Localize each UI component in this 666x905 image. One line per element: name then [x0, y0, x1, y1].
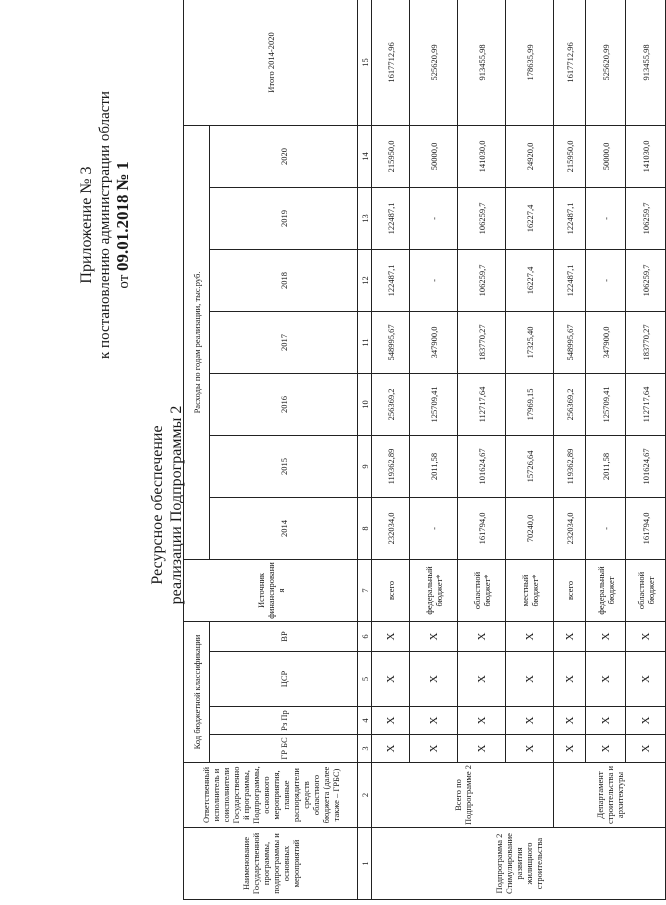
title-line-1: Ресурсное обеспечение	[149, 425, 166, 585]
mark-grbs: Х	[554, 735, 586, 763]
mark-vr: Х	[410, 621, 458, 651]
decree-date	[114, 45, 133, 405]
value-cell: 15726,64	[506, 435, 554, 497]
mark-vr: Х	[626, 621, 666, 651]
value-cell: 122487,1	[554, 187, 586, 249]
value-cell: 106259,7	[626, 187, 666, 249]
mark-csr: Х	[458, 652, 506, 707]
mark-grbs: Х	[626, 735, 666, 763]
mark-grbs: Х	[458, 735, 506, 763]
total-cell: 913455,98	[458, 0, 506, 125]
date-prefix: от	[116, 274, 132, 289]
mark-vr: Х	[506, 621, 554, 651]
value-cell: 2011,58	[586, 435, 626, 497]
col-number: 5	[358, 652, 372, 707]
value-cell: 17969,15	[506, 373, 554, 435]
value-cell: 101624,67	[626, 435, 666, 497]
col-header-source: Источник финансирования	[184, 559, 358, 621]
col-header-responsible: Ответственный исполнитель и соисполнители Государственной программы, Подпрограммы, основного мероприятия, главные распорядители средств областного бюджета (далее также – ГРБС)	[184, 763, 358, 828]
value-cell: 183770,27	[458, 311, 506, 373]
resource-table	[183, 0, 666, 900]
col-number: 3	[358, 735, 372, 763]
col-header-total: Итого 2014-2020	[184, 0, 358, 125]
value-cell: 141030,0	[626, 125, 666, 187]
value-cell: 161794,0	[458, 497, 506, 559]
col-header-year: 2015	[210, 435, 358, 497]
mark-vr: Х	[458, 621, 506, 651]
mark-csr: Х	[372, 652, 410, 707]
value-cell: 232034,0	[554, 497, 586, 559]
col-header-year: 2017	[210, 311, 358, 373]
value-cell: 125709,41	[410, 373, 458, 435]
col-header-year: 2019	[210, 187, 358, 249]
source-cell: всего	[554, 559, 586, 621]
col-number: 7	[358, 559, 372, 621]
col-header-year: 2016	[210, 373, 358, 435]
mark-vr: Х	[586, 621, 626, 651]
mark-rz: Х	[554, 707, 586, 735]
value-cell: 215950,0	[372, 125, 410, 187]
value-cell: 17325,40	[506, 311, 554, 373]
value-cell: 50000,0	[586, 125, 626, 187]
mark-csr: Х	[626, 652, 666, 707]
number-prefix: №	[113, 173, 132, 191]
value-cell: 548995,67	[554, 311, 586, 373]
value-cell: 122487,1	[372, 187, 410, 249]
appendix-label: Приложение № 3	[78, 166, 95, 284]
source-cell: областной бюджет*	[458, 559, 506, 621]
value-cell: 256369,2	[372, 373, 410, 435]
col-number: 15	[358, 0, 372, 125]
value-cell: 106259,7	[626, 249, 666, 311]
col-number: 4	[358, 707, 372, 735]
value-cell: 548995,67	[372, 311, 410, 373]
value-cell: 122487,1	[554, 249, 586, 311]
value-cell: 70240,0	[506, 497, 554, 559]
mark-rz: Х	[458, 707, 506, 735]
value-cell: 112717,64	[626, 373, 666, 435]
col-number: 8	[358, 497, 372, 559]
value-cell: 101624,67	[458, 435, 506, 497]
col-number: 13	[358, 187, 372, 249]
col-header-name: Наименование Государственной программы, подпрограммы и основных мероприятий	[184, 828, 358, 900]
value-cell: -	[586, 497, 626, 559]
source-cell: всего	[372, 559, 410, 621]
page-title	[148, 255, 186, 755]
value-cell: -	[410, 249, 458, 311]
value-cell: 24920,0	[506, 125, 554, 187]
total-cell: 1617712,96	[554, 0, 586, 125]
number-value: 1	[113, 161, 132, 170]
value-cell: 161794,0	[626, 497, 666, 559]
total-cell: 913455,98	[626, 0, 666, 125]
decree-label: к постановлению администрации области	[97, 91, 113, 359]
col-header-expenses: Расходы по годам реализации, тыс.руб.	[184, 125, 210, 559]
mark-rz: Х	[626, 707, 666, 735]
responsible-department: Департамент строительства и архитектуры	[554, 763, 666, 828]
col-number: 1	[358, 828, 372, 900]
col-number: 12	[358, 249, 372, 311]
mark-rz: Х	[586, 707, 626, 735]
mark-rz: Х	[372, 707, 410, 735]
col-number: 11	[358, 311, 372, 373]
value-cell: 232034,0	[372, 497, 410, 559]
value-cell: -	[410, 497, 458, 559]
col-number: 9	[358, 435, 372, 497]
total-cell: 178635,99	[506, 0, 554, 125]
value-cell: 16227,4	[506, 187, 554, 249]
value-cell: 119362,89	[554, 435, 586, 497]
col-header-grbs: ГР БС	[210, 735, 358, 763]
value-cell: 106259,7	[458, 187, 506, 249]
value-cell: 122487,1	[372, 249, 410, 311]
value-cell: 215950,0	[554, 125, 586, 187]
value-cell: 50000,0	[410, 125, 458, 187]
source-cell: федеральный бюджет*	[410, 559, 458, 621]
value-cell: 106259,7	[458, 249, 506, 311]
col-header-budget-code: Код бюджетной классификации	[184, 621, 210, 762]
mark-rz: Х	[410, 707, 458, 735]
mark-grbs: Х	[372, 735, 410, 763]
value-cell: 2011,58	[410, 435, 458, 497]
mark-csr: Х	[506, 652, 554, 707]
title-line-2: реализации Подпрограммы 2	[168, 405, 185, 605]
value-cell: 183770,27	[626, 311, 666, 373]
mark-csr: Х	[586, 652, 626, 707]
col-number: 14	[358, 125, 372, 187]
value-cell: 347900,0	[410, 311, 458, 373]
mark-vr: Х	[554, 621, 586, 651]
col-header-year: 2018	[210, 249, 358, 311]
column-number-row	[358, 0, 372, 900]
table-row	[372, 0, 410, 900]
col-number: 6	[358, 621, 372, 651]
mark-csr: Х	[554, 652, 586, 707]
source-cell: местный бюджет*	[506, 559, 554, 621]
mark-grbs: Х	[586, 735, 626, 763]
value-cell: 112717,64	[458, 373, 506, 435]
col-header-year: 2014	[210, 497, 358, 559]
col-header-rz: Рз Пр	[210, 707, 358, 735]
col-header-csr: ЦСР	[210, 652, 358, 707]
value-cell: 119362,89	[372, 435, 410, 497]
value-cell: -	[586, 249, 626, 311]
total-cell: 1617712,96	[372, 0, 410, 125]
mark-csr: Х	[410, 652, 458, 707]
table-row	[554, 0, 586, 900]
col-number: 10	[358, 373, 372, 435]
mark-grbs: Х	[506, 735, 554, 763]
program-name: Подпрограмма 2 Стимулирование развития жилищного строительства	[372, 828, 666, 900]
mark-grbs: Х	[410, 735, 458, 763]
mark-rz: Х	[506, 707, 554, 735]
value-cell: 141030,0	[458, 125, 506, 187]
total-cell: 525620,99	[410, 0, 458, 125]
value-cell: 347900,0	[586, 311, 626, 373]
mark-vr: Х	[372, 621, 410, 651]
responsible-all: Всего по Подпрограмме 2	[372, 763, 554, 828]
col-header-year: 2020	[210, 125, 358, 187]
source-cell: федеральный бюджет	[586, 559, 626, 621]
source-cell: областной бюджет	[626, 559, 666, 621]
total-cell: 525620,99	[586, 0, 626, 125]
value-cell: 125709,41	[586, 373, 626, 435]
col-header-vr: ВР	[210, 621, 358, 651]
value-cell: -	[586, 187, 626, 249]
value-cell: 16227,4	[506, 249, 554, 311]
value-cell: 256369,2	[554, 373, 586, 435]
date-value: 09.01.2018	[113, 194, 132, 271]
col-number: 2	[358, 763, 372, 828]
value-cell: -	[410, 187, 458, 249]
